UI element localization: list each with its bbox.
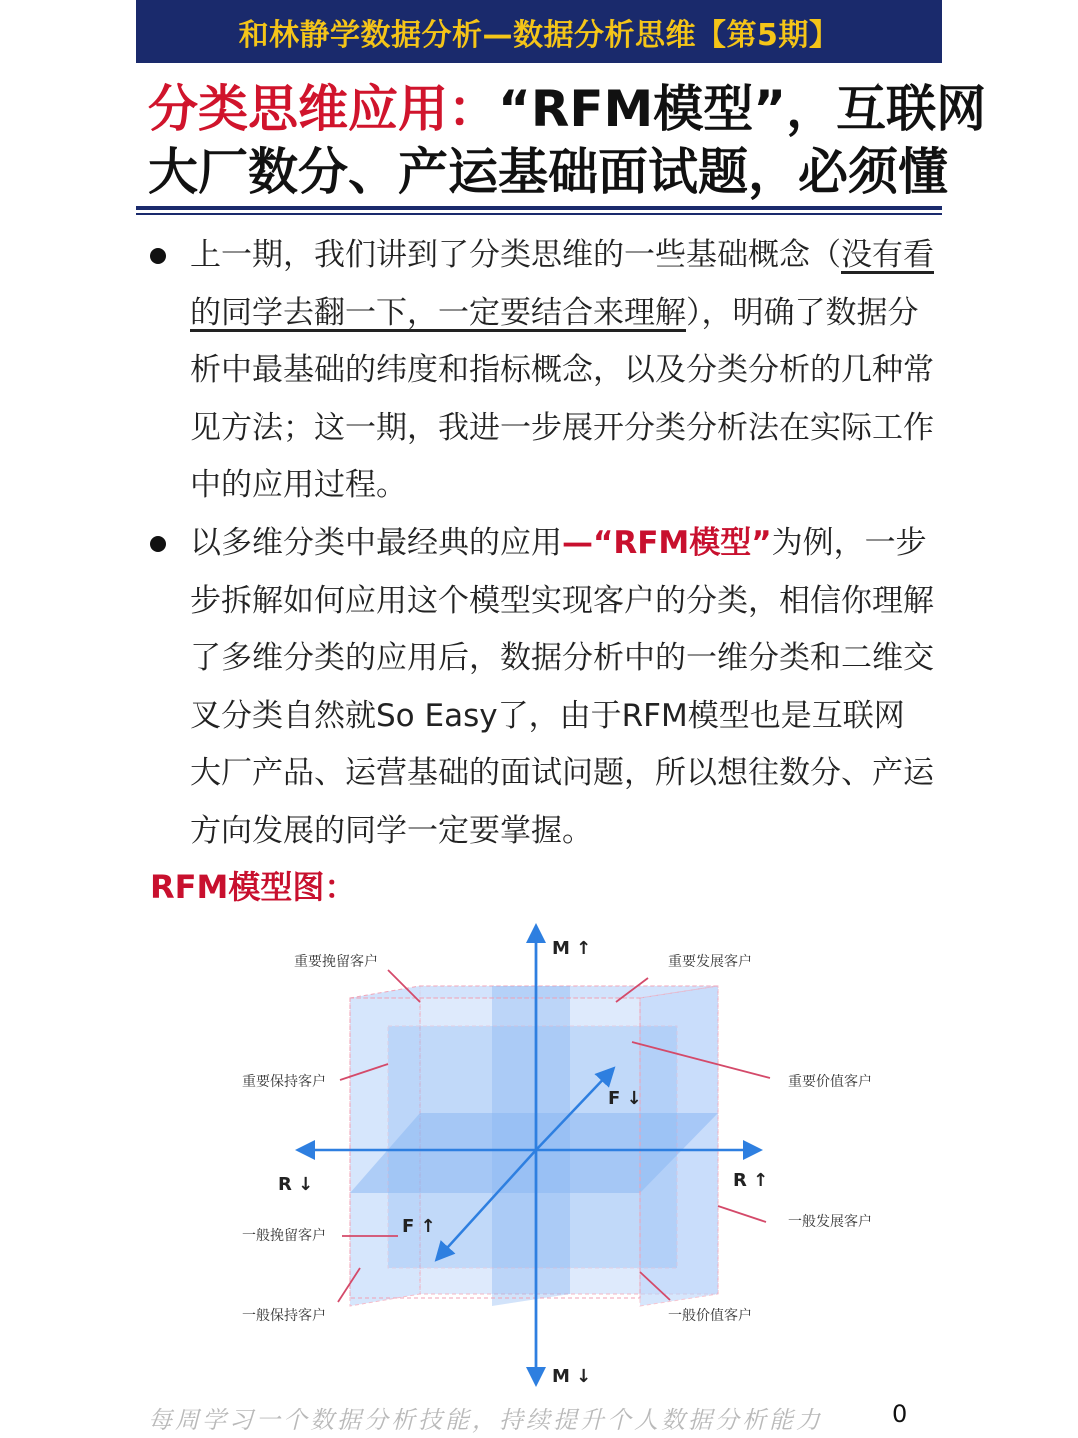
bullet-dot-1 [150, 248, 166, 264]
m-up-label: M ↑ [552, 938, 592, 959]
bullet-1-text-b: ），明确了数据分析中最基础的纬度和指标概念，以及分类分析的几种常见方法；这一期，我进一步展开分类分析法在实际工作中的应用过程。 [190, 294, 934, 503]
bullet-paragraph-2 [190, 515, 935, 860]
segment-general-keep: 一般保持客户 [242, 1308, 326, 1324]
page-number: 0 [892, 1400, 908, 1428]
footer-slogan: 每周学习一个数据分析技能，持续提升个人数据分析能力 [148, 1406, 823, 1434]
title-line2: 大厂数分、产运基础面试题，必须懂 [148, 143, 948, 201]
rfm-cube-diagram [230, 918, 910, 1398]
bullet-paragraph-1 [190, 227, 935, 515]
f-up-label: F ↑ [402, 1216, 436, 1237]
r-up-label: R ↑ [733, 1170, 769, 1191]
title-line1: “RFM模型”，互联网 [498, 80, 987, 138]
title-divider-thin [136, 213, 942, 215]
rfm-highlight: —“RFM模型” [562, 525, 772, 561]
r-down-label: R ↓ [278, 1174, 314, 1195]
title-divider [136, 206, 942, 210]
m-down-label: M ↓ [552, 1366, 592, 1387]
bullet-2-text-b: 为例，一步步拆解如何应用这个模型实现客户的分类，相信你理解了多维分类的应用后，数据分析中的一维分类和二维交叉分类自然就So Easy了，由于RFM模型也是互联网大厂产品、运营基础的面试问题，所以想往数分、产运方向发展的同学一定要掌握。 [190, 525, 934, 849]
segment-general-value: 一般价值客户 [668, 1308, 752, 1324]
bullet-dot-2 [150, 536, 166, 552]
title-highlight: 分类思维应用： [148, 80, 498, 138]
segment-important-keep: 重要保持客户 [242, 1074, 326, 1090]
bullet-1-text-a: 上一期，我们讲到了分类思维的一些基础概念（ [190, 237, 841, 273]
segment-general-develop: 一般发展客户 [788, 1214, 872, 1230]
segment-important-retain: 重要挽留客户 [294, 954, 378, 970]
rfm-diagram-label: RFM模型图： [150, 868, 357, 906]
f-down-label: F ↓ [608, 1088, 642, 1109]
segment-important-value: 重要价值客户 [788, 1074, 872, 1090]
cube-inner-planes [350, 986, 718, 1306]
bullet-2-text-a: 以多维分类中最经典的应用 [190, 525, 562, 561]
series-banner: 和林静学数据分析—数据分析思维【第5期】 [136, 0, 942, 63]
segment-general-retain: 一般挽留客户 [242, 1228, 326, 1244]
segment-important-develop: 重要发展客户 [668, 954, 752, 970]
page-title [148, 78, 987, 204]
previous-issue-link[interactable]: 没有看的同学去翻一下，一定要结合来理解 [190, 237, 934, 331]
